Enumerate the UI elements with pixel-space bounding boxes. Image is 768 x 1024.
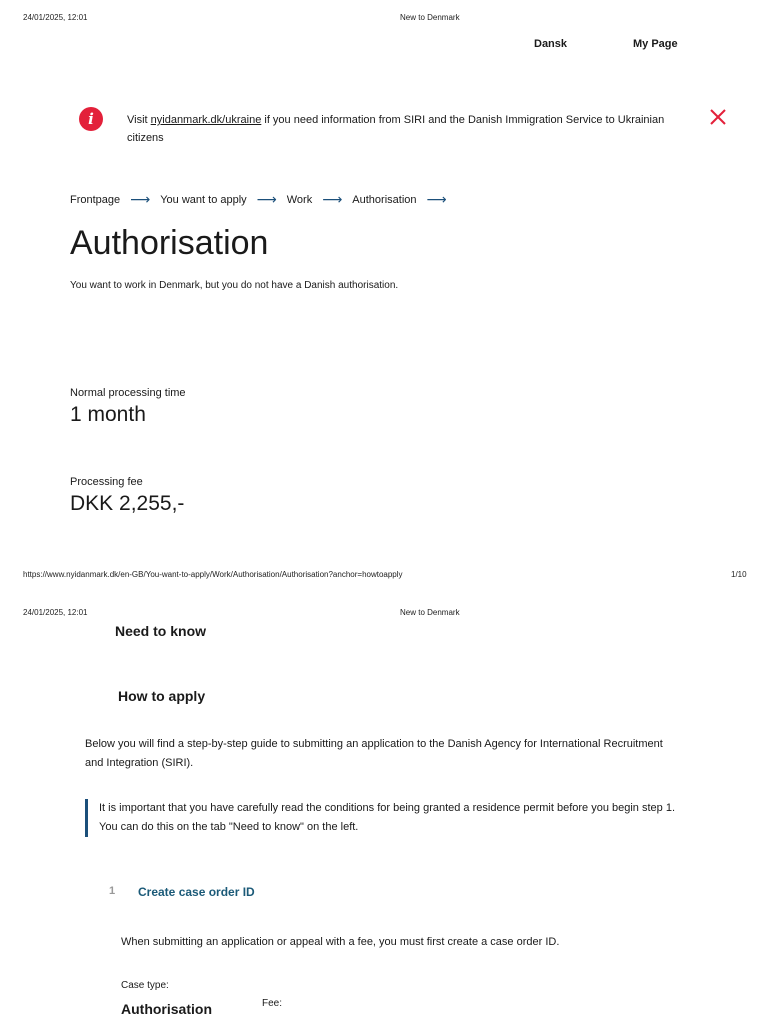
close-icon[interactable] [707, 106, 729, 128]
page-title: Authorisation [70, 224, 269, 262]
breadcrumb-item-frontpage[interactable]: Frontpage [70, 193, 121, 206]
step-text: When submitting an application or appeal with a fee, you must first create a case order ID. [121, 936, 560, 948]
print-title: New to Denmark [400, 13, 460, 22]
arrow-right-icon: ⟶ [322, 191, 343, 207]
processing-time-value: 1 month [70, 403, 146, 426]
how-to-apply-intro: Below you will find a step-by-step guide to submitting an application to the Danish Agency for International Recruitment and Integration (SIRI). [85, 738, 663, 769]
info-icon: i [79, 107, 103, 131]
tab-how-to-apply[interactable]: How to apply [118, 688, 206, 704]
ukraine-link[interactable]: nyidanmark.dk/ukraine [150, 114, 262, 126]
print-title: New to Denmark [400, 608, 460, 617]
arrow-right-icon: ⟶ [130, 191, 151, 207]
arrow-right-icon: ⟶ [256, 191, 277, 207]
tab-need-to-know[interactable]: Need to know [115, 623, 207, 639]
case-type-value: Authorisation [121, 1001, 212, 1017]
page-subtitle: You want to work in Denmark, but you do not have a Danish authorisation. [70, 280, 399, 291]
processing-fee-label: Processing fee [70, 476, 143, 488]
step-number: 1 [109, 885, 116, 897]
case-type-label: Case type: [121, 980, 169, 991]
processing-fee-value: DKK 2,255,- [70, 492, 185, 515]
arrow-right-icon: ⟶ [426, 191, 447, 207]
breadcrumb-item-work[interactable]: Work [286, 193, 313, 206]
breadcrumb-item-you-want-to-apply[interactable]: You want to apply [160, 193, 247, 206]
processing-time-label: Normal processing time [70, 387, 186, 399]
print-page-number: 1/10 [731, 570, 747, 579]
info-banner-text: Visit nyidanmark.dk/ukraine if you need information from SIRI and the Danish Immigration Service to Ukrainian citizens [127, 114, 665, 144]
my-page-link[interactable]: My Page [633, 38, 678, 50]
language-link[interactable]: Dansk [534, 38, 568, 50]
fee-label: Fee: [262, 998, 283, 1009]
step-title-create-case-order-id[interactable]: Create case order ID [138, 885, 255, 899]
print-datetime: 24/01/2025, 12:01 [23, 13, 88, 22]
print-datetime: 24/01/2025, 12:01 [23, 608, 88, 617]
print-url: https://www.nyidanmark.dk/en-GB/You-want-to-apply/Work/Authorisation/Authorisation?anchor=howtoapply [23, 570, 403, 579]
breadcrumb-item-authorisation[interactable]: Authorisation [352, 193, 417, 206]
important-notice: It is important that you have carefully read the conditions for being granted a residence permit before you begin step 1. You can do this on the tab "Need to know" on the left. [85, 799, 679, 837]
breadcrumb [70, 191, 457, 208]
